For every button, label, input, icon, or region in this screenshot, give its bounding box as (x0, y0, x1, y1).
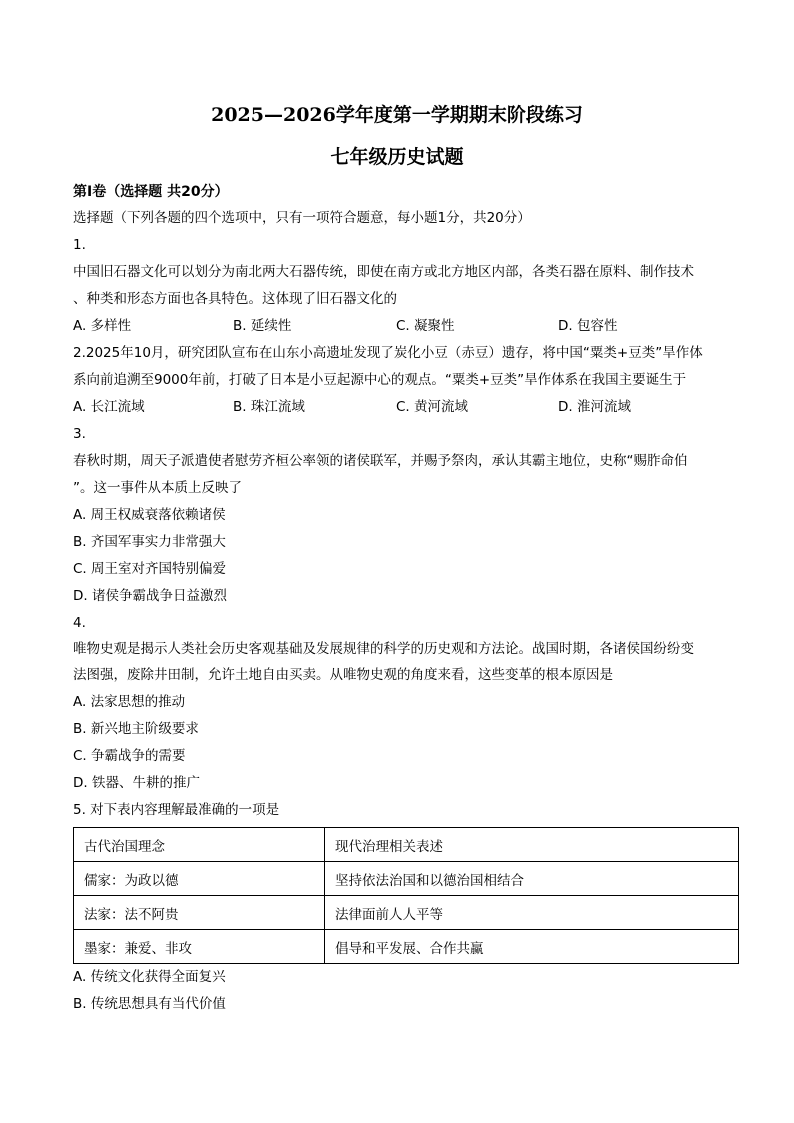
table-row (74, 930, 739, 964)
table-cell: 坚持依法治国和以德治国相结合 (325, 862, 739, 896)
q2-option-b[interactable]: B. 珠江流域 (233, 399, 305, 415)
q4-stem-line-2: 法图强，废除井田制，允许土地自由买卖。从唯物史观的角度来看，这些变革的根本原因是 (73, 667, 613, 683)
section-heading: 第Ⅰ卷（选择题 共20分） (73, 184, 229, 200)
q3-stem-line-2: ”。这一事件从本质上反映了 (73, 480, 242, 496)
table-cell: 古代治国理念 (74, 828, 325, 862)
q1-option-c[interactable]: C. 凝聚性 (396, 318, 455, 334)
table-cell: 现代治理相关表述 (325, 828, 739, 862)
section-instruction: 选择题（下列各题的四个选项中，只有一项符合题意，每小题1分，共20分） (73, 210, 531, 226)
q2-stem-line-2: 系向前追溯至9000年前，打破了日本是小豆起源中心的观点。“粟类+豆类”旱作体系在我国主要诞生于 (73, 372, 687, 388)
table-row (74, 896, 739, 930)
q4-option-d[interactable]: D. 铁器、牛耕的推广 (73, 775, 200, 791)
table-cell: 儒家：为政以德 (74, 862, 325, 896)
q5-table (73, 827, 739, 964)
q4-option-c[interactable]: C. 争霸战争的需要 (73, 748, 186, 764)
q2-stem-line-1: 2.2025年10月，研究团队宣布在山东小高遗址发现了炭化小豆（赤豆）遗存，将中国“粟类+豆类”旱作体 (73, 345, 703, 361)
q3-stem-line-1: 春秋时期，周天子派遣使者慰劳齐桓公率领的诸侯联军，并赐予祭肉，承认其霸主地位，史称“赐胙命伯 (73, 453, 688, 469)
q4-stem-line-1: 唯物史观是揭示人类社会历史客观基础及发展规律的科学的历史观和方法论。战国时期，各诸侯国纷纷变 (73, 641, 694, 657)
table-row (74, 828, 739, 862)
table-cell: 倡导和平发展、合作共赢 (325, 930, 739, 964)
exam-title: 2025—2026学年度第一学期期末阶段练习 (211, 104, 583, 126)
q3-number: 3. (73, 426, 86, 442)
q5-stem: 5. 对下表内容理解最准确的一项是 (73, 802, 280, 818)
q3-option-d[interactable]: D. 诸侯争霸战争日益激烈 (73, 588, 227, 604)
table-row (74, 862, 739, 896)
table-cell: 法家：法不阿贵 (74, 896, 325, 930)
q5-option-a[interactable]: A. 传统文化获得全面复兴 (73, 969, 226, 985)
exam-subtitle: 七年级历史试题 (330, 146, 464, 168)
q4-number: 4. (73, 615, 86, 631)
q2-option-d[interactable]: D. 淮河流域 (558, 399, 631, 415)
q3-option-c[interactable]: C. 周王室对齐国特别偏爱 (73, 561, 227, 577)
q1-option-a[interactable]: A. 多样性 (73, 318, 132, 334)
table-cell: 墨家：兼爱、非攻 (74, 930, 325, 964)
q4-option-b[interactable]: B. 新兴地主阶级要求 (73, 721, 199, 737)
q5-option-b[interactable]: B. 传统思想具有当代价值 (73, 996, 226, 1012)
q1-number: 1. (73, 237, 86, 253)
q2-option-c[interactable]: C. 黄河流域 (396, 399, 469, 415)
q1-option-b[interactable]: B. 延续性 (233, 318, 292, 334)
q3-option-a[interactable]: A. 周王权威衰落依赖诸侯 (73, 507, 226, 523)
q2-option-a[interactable]: A. 长江流域 (73, 399, 145, 415)
q1-option-d[interactable]: D. 包容性 (558, 318, 618, 334)
q4-option-a[interactable]: A. 法家思想的推动 (73, 694, 186, 710)
table-cell: 法律面前人人平等 (325, 896, 739, 930)
q1-stem-line-2: 、种类和形态方面也各具特色。这体现了旧石器文化的 (73, 291, 397, 307)
q3-option-b[interactable]: B. 齐国军事实力非常强大 (73, 534, 226, 550)
q1-stem-line-1: 中国旧石器文化可以划分为南北两大石器传统，即使在南方或北方地区内部，各类石器在原料、制作技术 (73, 264, 694, 280)
